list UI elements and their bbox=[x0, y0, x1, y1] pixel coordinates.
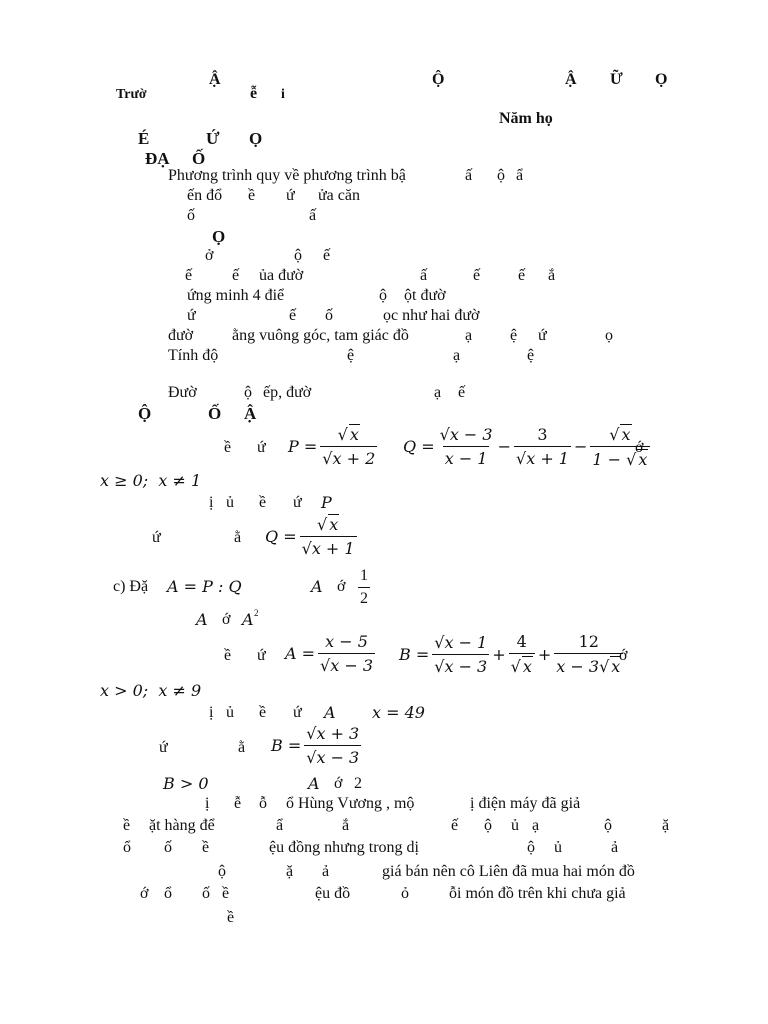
p1-c-label: c) Đặ bbox=[113, 578, 149, 595]
content-fragment: ế bbox=[323, 247, 331, 264]
content-line: Phương trình quy về phương trình bậ bbox=[168, 167, 406, 184]
p1-c-expr: A = P : Q bbox=[167, 577, 242, 596]
content-line: ứng minh 4 điể bbox=[187, 287, 285, 304]
content-line: đườ bbox=[168, 327, 194, 344]
p1-c-A: A bbox=[311, 577, 323, 596]
p3-l1-e: ễ bbox=[234, 795, 242, 812]
p2-a-u: ủ bbox=[226, 704, 234, 721]
p3-l3-a: ả bbox=[611, 839, 619, 856]
frac-num: x bbox=[621, 425, 631, 444]
p3-l5-o: ớ bbox=[140, 885, 149, 902]
content-line: ến đổ bbox=[187, 187, 223, 204]
content-fragment: ạ bbox=[453, 347, 461, 364]
frac-num: x bbox=[329, 515, 339, 534]
section1-title-e: É bbox=[138, 129, 150, 148]
frac-num: x − 5 bbox=[325, 632, 368, 651]
fraction: $\frac{3}{√x + 1}$ bbox=[516, 425, 569, 468]
section2-o: Ộ bbox=[138, 404, 152, 423]
content-fragment: ệ bbox=[527, 347, 535, 364]
frac-den: x + 1 bbox=[526, 449, 569, 468]
content-line: ếp, đườ bbox=[263, 384, 312, 401]
p1-b-u: ứ bbox=[152, 529, 161, 546]
frac-den: 2 bbox=[358, 587, 370, 608]
p3-l5-o4: ỏ bbox=[401, 885, 409, 902]
content-fragment: ố bbox=[187, 207, 195, 224]
frac-num: 4 bbox=[516, 632, 527, 651]
frac-num: x + 3 bbox=[316, 724, 360, 743]
frac-den: x − 3 bbox=[444, 656, 488, 676]
p3-l3-o2: ố bbox=[164, 839, 172, 856]
content-line: Tính độ bbox=[168, 347, 219, 364]
section1-title-o: Ọ bbox=[249, 129, 263, 148]
p3-l2-a4: ặ bbox=[662, 817, 670, 834]
p2-condition: x > 0; x ≠ 9 bbox=[100, 681, 202, 700]
p3-l1-o: ỗ bbox=[259, 795, 267, 812]
p1-formula-Q-result bbox=[265, 514, 360, 558]
content-line: ột đườ bbox=[404, 287, 446, 304]
content-line: ủa đườ bbox=[259, 267, 304, 284]
header-i1: i bbox=[281, 87, 285, 102]
p2-c-A: A bbox=[308, 774, 320, 793]
frac-den: x − 3 bbox=[556, 657, 600, 676]
p1-e: ề bbox=[224, 439, 232, 456]
p2-formula-B bbox=[399, 632, 626, 676]
content-line: Đườ bbox=[168, 384, 197, 401]
p1-a-P: P bbox=[321, 493, 332, 512]
formula-lhs: A = bbox=[285, 644, 316, 663]
p3-l5-o3: ố bbox=[202, 885, 210, 902]
p3-l2-u: ủ bbox=[511, 817, 519, 834]
content-fragment: ấ bbox=[420, 267, 428, 284]
p1-formula-Q bbox=[403, 424, 653, 469]
frac-num: x − 1 bbox=[444, 632, 488, 652]
frac-num: 12 bbox=[578, 632, 599, 651]
operator: − bbox=[573, 437, 588, 456]
header-u1: Ữ bbox=[610, 71, 623, 88]
section1-sub-da: ĐẠ bbox=[145, 149, 170, 168]
section1-title-u: Ứ bbox=[206, 129, 220, 148]
p3-l3-u: ủ bbox=[554, 839, 562, 856]
frac-den: x − 3 bbox=[316, 748, 360, 767]
content-fragment: ế bbox=[289, 307, 297, 324]
p3-l3-text: ệu đồng nhưng trong dị bbox=[269, 839, 419, 856]
p2-c-2: 2 bbox=[354, 775, 362, 792]
p3-l2-a: ẩ bbox=[276, 817, 284, 834]
p2-a-x: x = 49 bbox=[372, 703, 425, 722]
frac-num: 1 bbox=[360, 567, 368, 584]
fraction: $\frac{√x + 3}{√x - 3}$ bbox=[306, 724, 360, 767]
content-heading: Ọ bbox=[212, 227, 226, 246]
p3-l5-o2: ổ bbox=[164, 885, 172, 902]
content-fragment: ứ bbox=[286, 187, 295, 204]
p1-d-sup: 2 bbox=[254, 608, 259, 618]
content-fragment: ọ bbox=[605, 327, 613, 344]
content-line: ửa căn bbox=[318, 187, 360, 204]
frac-num: x − 3 bbox=[449, 425, 493, 444]
fraction: $\frac{4}{√ x}$ bbox=[509, 632, 535, 676]
formula-lhs: Q = bbox=[403, 437, 435, 456]
content-fragment: ề bbox=[248, 187, 256, 204]
p2-c-B: B > 0 bbox=[163, 774, 209, 793]
frac-num: 3 bbox=[537, 425, 548, 444]
operator: − bbox=[497, 437, 511, 456]
section2-a: Ậ bbox=[244, 404, 257, 423]
p2-a-i: ị bbox=[209, 704, 214, 721]
p3-l5-text: ệu đồ bbox=[315, 885, 351, 902]
p2-a-e: ề bbox=[259, 704, 267, 721]
operator: + bbox=[492, 644, 506, 664]
frac-num: x bbox=[349, 425, 359, 444]
p3-l4-a: ặ bbox=[286, 863, 294, 880]
p3-l1-text2: ị điện máy đã giả bbox=[470, 795, 581, 812]
p3-l2-e: ề bbox=[123, 817, 131, 834]
p3-l3-e: ề bbox=[202, 839, 210, 856]
p1-condition: x ≥ 0; x ≠ 1 bbox=[100, 471, 202, 490]
content-fragment: ệ bbox=[347, 347, 355, 364]
header-o2: Ọ bbox=[655, 71, 668, 88]
frac-den: x − 3 bbox=[330, 656, 374, 675]
p1-vo: ớ bbox=[635, 439, 644, 456]
formula-lhs: Q = bbox=[265, 526, 297, 546]
p3-l1-i: ị bbox=[205, 795, 210, 812]
content-fragment: ở bbox=[205, 247, 214, 264]
p1-d-vo: ớ bbox=[222, 611, 231, 628]
header-o1: Ộ bbox=[432, 71, 445, 88]
fraction: $\frac{√x - 1}{√x - 3}$ bbox=[434, 632, 488, 676]
p3-l1-text: ổ Hùng Vương , mộ bbox=[286, 795, 415, 812]
p2-b-a: ằ bbox=[238, 739, 246, 756]
fraction: $\frac{√ x}{√x + 1}$ bbox=[301, 515, 355, 558]
content-fragment: ộ bbox=[244, 384, 252, 401]
fraction: $\frac{x - 5}{√x - 3}$ bbox=[320, 632, 374, 675]
section1-sub-o: Ố bbox=[192, 149, 206, 168]
p1-a-uu: ứ bbox=[293, 494, 302, 511]
p3-l2-a3: ạ bbox=[532, 817, 540, 834]
p3-l4-a2: ả bbox=[322, 863, 330, 880]
content-line: ằng vuông góc, tam giác đồ bbox=[232, 327, 409, 344]
fraction: $\frac{12}{x - 3√ x}$ bbox=[554, 632, 623, 676]
p1-a-e: ề bbox=[259, 494, 267, 511]
content-fragment: ẩ bbox=[516, 167, 524, 184]
content-fragment: ế bbox=[458, 384, 466, 401]
p3-l2-o2: ộ bbox=[604, 817, 612, 834]
p3-l3-o: ổ bbox=[123, 839, 131, 856]
fraction bbox=[358, 567, 370, 608]
p1-d-A2: A bbox=[242, 610, 254, 629]
formula-lhs: B = bbox=[271, 736, 302, 755]
p2-e: ề bbox=[224, 647, 232, 664]
frac-den: x bbox=[522, 657, 532, 676]
content-fragment: ắ bbox=[548, 267, 556, 284]
fraction: $\frac{√ x}{√x + 2}$ bbox=[322, 425, 376, 468]
content-fragment: ấ bbox=[465, 167, 473, 184]
header-year: Năm họ bbox=[499, 110, 553, 127]
p3-l5-e: ề bbox=[222, 885, 230, 902]
p3-l2-e2: ế bbox=[451, 817, 459, 834]
content-fragment: ế bbox=[518, 267, 526, 284]
p1-a-u: ủ bbox=[226, 494, 234, 511]
frac-den: 1 − bbox=[592, 450, 627, 469]
content-fragment: ứ bbox=[187, 307, 196, 324]
section2-o2: Ố bbox=[208, 404, 222, 423]
p3-l5-text2: ỗi món đồ trên khi chưa giả bbox=[449, 885, 626, 902]
p3-l2-a2: ắ bbox=[342, 817, 350, 834]
p2-c-vo: ớ bbox=[334, 775, 343, 792]
header-a2: Ậ bbox=[565, 71, 577, 88]
p1-c-vo: ớ bbox=[337, 578, 346, 595]
p3-l2-text: ặt hàng để bbox=[149, 817, 215, 834]
frac-den: x + 1 bbox=[311, 539, 355, 558]
frac-den: x + 2 bbox=[332, 449, 376, 468]
fraction: $\frac{√x - 3}{x - 1}$ bbox=[439, 425, 493, 468]
p1-d-A: A bbox=[196, 610, 208, 629]
header-e1: ễ bbox=[250, 85, 258, 102]
p1-b-a: ằ bbox=[234, 529, 242, 546]
content-fragment: ế bbox=[473, 267, 481, 284]
p2-vo: ớ bbox=[619, 647, 628, 664]
content-fragment: ứ bbox=[538, 327, 547, 344]
content-fragment: ệ bbox=[510, 327, 518, 344]
p2-a-A: A bbox=[324, 703, 336, 722]
formula-lhs: P = bbox=[288, 436, 318, 456]
p2-u: ứ bbox=[257, 647, 266, 664]
content-fragment: ấ bbox=[309, 207, 317, 224]
fraction: $\frac{√ x}{1 - √ x}$ bbox=[590, 424, 650, 469]
p2-formula-B-result bbox=[271, 724, 364, 767]
p3-l4-text: giá bán nên cô Liên đã mua hai món đồ bbox=[382, 863, 635, 880]
content-fragment: ộ bbox=[379, 287, 387, 304]
content-fragment: ộ bbox=[497, 167, 505, 184]
p2-a-uu: ứ bbox=[293, 704, 302, 721]
formula-lhs: B = bbox=[399, 644, 430, 664]
p1-a-i: ị bbox=[209, 494, 214, 511]
p3-l6-e: ề bbox=[227, 909, 235, 926]
content-fragment: ố bbox=[325, 307, 333, 324]
p3-l2-o: ộ bbox=[484, 817, 492, 834]
content-fragment: ế bbox=[232, 267, 240, 284]
content-fragment: ạ bbox=[465, 327, 473, 344]
header-a1: Ậ bbox=[209, 71, 221, 88]
p3-l4-o: ộ bbox=[218, 863, 226, 880]
content-fragment: ế bbox=[185, 267, 193, 284]
content-fragment: ạ bbox=[434, 384, 442, 401]
frac-den: x − 1 bbox=[443, 446, 490, 468]
content-fragment: ộ bbox=[294, 247, 302, 264]
content-line: ọc như hai đườ bbox=[383, 307, 480, 324]
header-school: Trườ bbox=[116, 87, 147, 102]
p3-l3-o3: ộ bbox=[527, 839, 535, 856]
p2-b-u: ứ bbox=[159, 739, 168, 756]
p1-u: ứ bbox=[257, 439, 266, 456]
operator: + bbox=[537, 644, 552, 664]
p1-formula-P bbox=[288, 424, 380, 468]
p2-formula-A bbox=[285, 632, 378, 675]
p1-c-fraction bbox=[355, 567, 373, 608]
